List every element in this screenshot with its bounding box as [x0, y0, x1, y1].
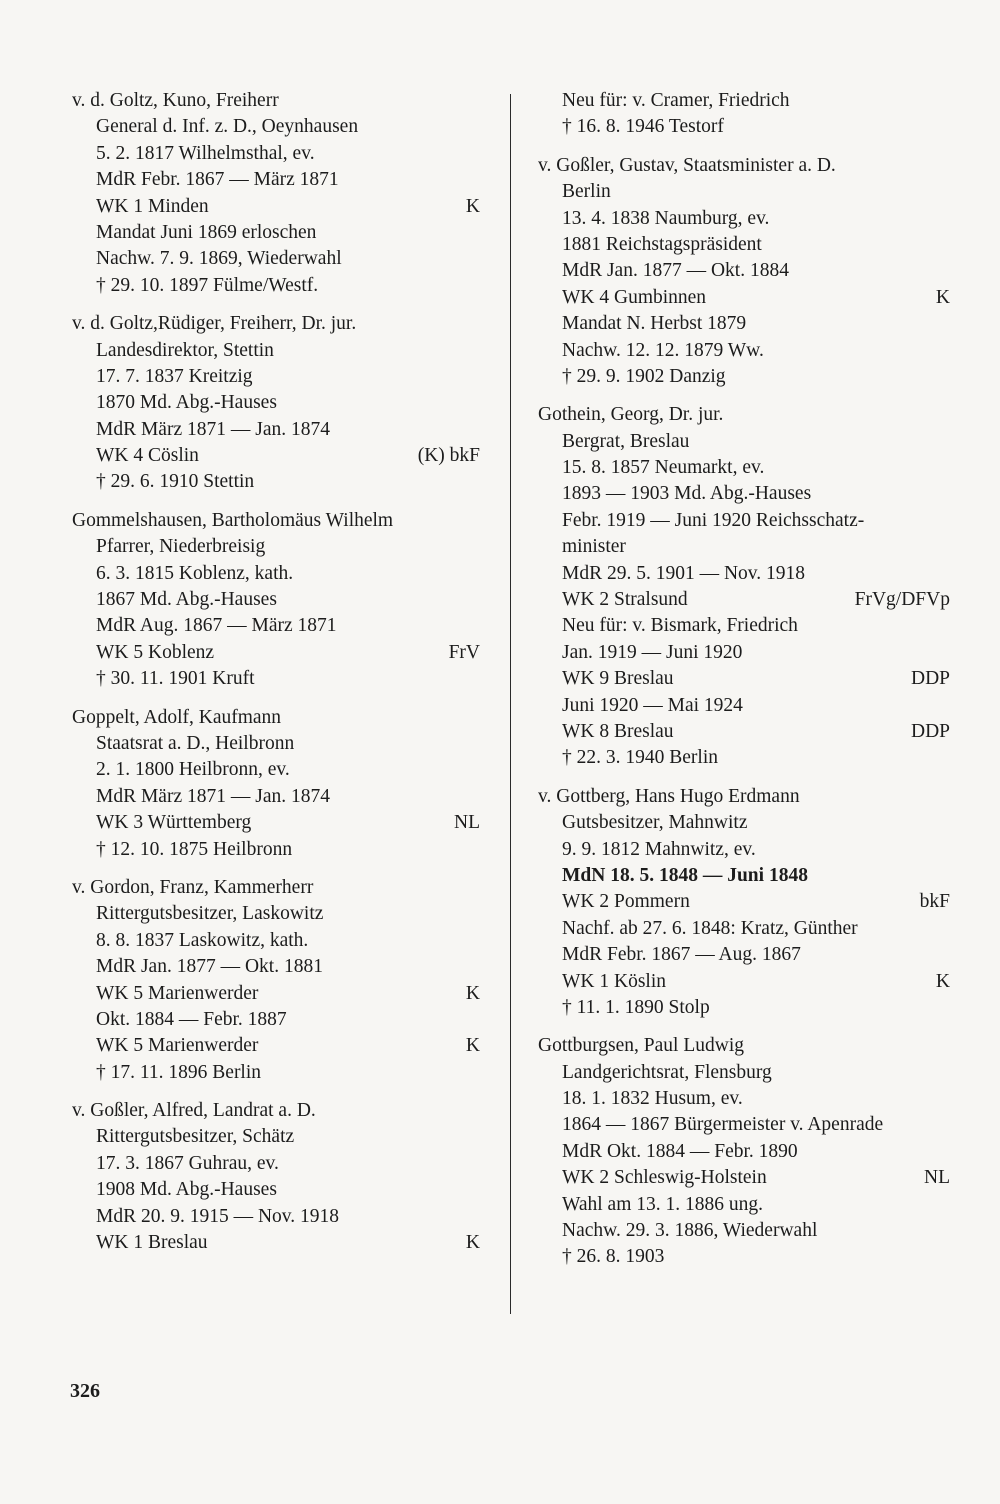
biography-entry — [538, 153, 950, 391]
entry-line — [538, 1060, 950, 1086]
biography-entry — [538, 88, 950, 141]
entry-text: WK 1 Köslin — [562, 970, 666, 992]
entry-text: MdR Jan. 1877 — Okt. 1881 — [96, 956, 323, 978]
entry-line — [538, 1192, 950, 1218]
biography-entry — [72, 875, 480, 1086]
entry-text: Nachw. 7. 9. 1869, Wiederwahl — [96, 248, 342, 270]
entry-text: Okt. 1884 — Febr. 1887 — [96, 1008, 287, 1030]
entry-line — [72, 640, 480, 666]
entry-text: † 29. 6. 1910 Stettin — [96, 471, 255, 493]
entry-line — [538, 338, 950, 364]
entry-text: WK 4 Cöslin — [96, 445, 199, 467]
entry-line — [538, 481, 950, 507]
entry-line — [538, 1112, 950, 1138]
entry-text: Staatsrat a. D., Heilbronn — [96, 732, 295, 754]
entry-line — [538, 745, 950, 771]
party-tag: NL — [924, 1167, 950, 1189]
entry-line — [538, 916, 950, 942]
entry-text: WK 3 Württemberg — [96, 812, 252, 834]
entry-text: MdR Febr. 1867 — März 1871 — [96, 169, 339, 191]
entry-line — [72, 220, 480, 246]
entry-line — [72, 954, 480, 980]
entry-text: Wahl am 13. 1. 1886 ung. — [562, 1193, 763, 1215]
entry-line — [72, 141, 480, 167]
entry-text: MdR März 1871 — Jan. 1874 — [96, 785, 330, 807]
entry-text: v. Goßler, Gustav, Staatsminister a. D. — [538, 154, 836, 176]
entry-text: † 17. 11. 1896 Berlin — [96, 1061, 262, 1083]
entry-line — [72, 469, 480, 495]
entry-text: 1864 — 1867 Bürgermeister v. Apenrade — [562, 1114, 884, 1136]
entry-text: 18. 1. 1832 Husum, ev. — [562, 1088, 743, 1110]
entry-line — [538, 587, 950, 613]
entry-text: Gutsbesitzer, Mahnwitz — [562, 812, 748, 834]
entry-line — [538, 561, 950, 587]
party-tag: NL — [454, 812, 480, 834]
entry-text: Jan. 1919 — Juni 1920 — [562, 641, 743, 663]
entry-text: WK 2 Stralsund — [562, 589, 688, 611]
entry-text: Febr. 1919 — Juni 1920 Reichsschatz- — [562, 509, 865, 531]
party-tag: DDP — [910, 668, 950, 690]
entry-line — [538, 534, 950, 560]
entry-name — [72, 1098, 480, 1124]
entry-text: MdR Aug. 1867 — März 1871 — [96, 615, 337, 637]
entry-line — [72, 194, 480, 220]
entry-text: WK 5 Marienwerder — [96, 982, 259, 1004]
biography-entry — [72, 508, 480, 693]
entry-text: Bergrat, Breslau — [562, 430, 690, 452]
entry-line — [72, 1124, 480, 1150]
entry-text: MdR März 1871 — Jan. 1874 — [96, 418, 330, 440]
party-tag: K — [465, 982, 480, 1004]
entry-text: 1908 Md. Abg.-Hauses — [96, 1179, 277, 1201]
entry-name — [538, 784, 950, 810]
entry-line — [538, 995, 950, 1021]
entry-text: † 11. 1. 1890 Stolp — [562, 996, 710, 1018]
entry-text: MdR 29. 5. 1901 — Nov. 1918 — [562, 562, 806, 584]
entry-line — [72, 561, 480, 587]
entry-text: WK 2 Pommern — [562, 891, 690, 913]
entry-name — [72, 875, 480, 901]
party-tag: K — [465, 195, 480, 217]
entry-name — [72, 508, 480, 534]
entry-line — [72, 666, 480, 692]
entry-text: Berlin — [562, 181, 611, 203]
entry-line — [72, 114, 480, 140]
entry-text: 17. 3. 1867 Guhrau, ev. — [96, 1152, 279, 1174]
entry-text: Goppelt, Adolf, Kaufmann — [72, 706, 282, 728]
entry-line — [72, 1033, 480, 1059]
party-tag: K — [465, 1035, 480, 1057]
entry-text: MdR Febr. 1867 — Aug. 1867 — [562, 944, 801, 966]
entry-line — [538, 969, 950, 995]
entry-text: Landgerichtsrat, Flensburg — [562, 1061, 772, 1083]
entry-text: † 16. 8. 1946 Testorf — [562, 116, 724, 138]
entry-line — [72, 443, 480, 469]
entry-line — [538, 1218, 950, 1244]
entry-text: 2. 1. 1800 Heilbronn, ev. — [96, 759, 290, 781]
party-tag: K — [935, 970, 950, 992]
entry-line — [538, 206, 950, 232]
entry-text: 5. 2. 1817 Wilhelmsthal, ev. — [96, 142, 315, 164]
entry-line — [72, 731, 480, 757]
entry-line — [538, 666, 950, 692]
entry-text: MdR Okt. 1884 — Febr. 1890 — [562, 1140, 798, 1162]
entry-text: † 29. 10. 1897 Fülme/Westf. — [96, 274, 319, 296]
entry-text: Neu für: v. Cramer, Friedrich — [562, 90, 790, 111]
entry-name — [72, 311, 480, 337]
entry-line — [72, 1177, 480, 1203]
biography-entry — [72, 88, 480, 299]
entry-text: v. Goßler, Alfred, Landrat a. D. — [72, 1100, 316, 1122]
entry-name — [72, 88, 480, 114]
entry-line — [72, 837, 480, 863]
entry-text: 9. 9. 1812 Mahnwitz, ev. — [562, 838, 756, 860]
entry-text: Rittergutsbesitzer, Laskowitz — [96, 903, 324, 925]
party-tag: K — [935, 286, 950, 308]
biography-entry — [72, 705, 480, 863]
entry-line — [538, 640, 950, 666]
entry-name — [538, 1033, 950, 1059]
entry-text: Landesdirektor, Stettin — [96, 339, 274, 361]
entry-text: WK 9 Breslau — [562, 668, 674, 690]
entry-name — [538, 153, 950, 179]
entry-line — [72, 273, 480, 299]
left-column — [72, 88, 480, 1268]
entry-text: Mandat Juni 1869 erloschen — [96, 221, 317, 243]
entry-text: Nachf. ab 27. 6. 1848: Kratz, Günther — [562, 917, 858, 939]
entry-text: † 12. 10. 1875 Heilbronn — [96, 838, 293, 860]
column-divider — [510, 94, 511, 1314]
entry-line — [72, 1230, 480, 1256]
entry-line — [538, 455, 950, 481]
entry-line — [72, 981, 480, 1007]
entry-name — [72, 705, 480, 731]
entry-text: Gothein, Georg, Dr. jur. — [538, 404, 724, 426]
entry-line — [538, 1139, 950, 1165]
entry-line — [72, 757, 480, 783]
party-tag: K — [465, 1232, 480, 1254]
entry-line — [72, 928, 480, 954]
entry-line — [72, 810, 480, 836]
entry-text: v. d. Goltz,Rüdiger, Freiherr, Dr. jur. — [72, 313, 357, 335]
entry-text: v. Gordon, Franz, Kammerherr — [72, 876, 314, 898]
entry-line — [538, 258, 950, 284]
entry-line — [538, 429, 950, 455]
entry-text: 17. 7. 1837 Kreitzig — [96, 365, 253, 387]
entry-text: minister — [562, 536, 626, 558]
entry-line — [538, 364, 950, 390]
entry-line — [72, 901, 480, 927]
entry-text: WK 8 Breslau — [562, 720, 674, 742]
entry-line — [72, 587, 480, 613]
entry-line — [72, 1204, 480, 1230]
biography-entry — [538, 402, 950, 771]
entry-text: † 30. 11. 1901 Kruft — [96, 668, 255, 690]
party-tag: FrV — [448, 641, 480, 663]
entry-line — [72, 417, 480, 443]
entry-line — [72, 1007, 480, 1033]
entry-text: 6. 3. 1815 Koblenz, kath. — [96, 562, 294, 584]
party-tag: (K) bkF — [417, 445, 480, 467]
entry-text: Gottburgsen, Paul Ludwig — [538, 1035, 745, 1057]
entry-line — [538, 693, 950, 719]
entry-text: MdN 18. 5. 1848 — Juni 1848 — [562, 864, 808, 886]
party-tag: FrVg/DFVp — [854, 589, 950, 611]
entry-text: WK 1 Breslau — [96, 1232, 208, 1254]
entry-line — [538, 863, 950, 889]
entry-line — [538, 1244, 950, 1270]
biography-entry — [538, 784, 950, 1022]
entry-line — [72, 246, 480, 272]
right-column — [538, 88, 950, 1283]
entry-text: † 29. 9. 1902 Danzig — [562, 365, 726, 387]
entry-line — [538, 719, 950, 745]
entry-line — [72, 613, 480, 639]
entry-line — [538, 114, 950, 140]
entry-text: † 22. 3. 1940 Berlin — [562, 747, 718, 769]
entry-line — [538, 179, 950, 205]
entry-line — [538, 88, 950, 114]
page-number: 326 — [70, 1380, 100, 1402]
biography-entry — [538, 1033, 950, 1271]
entry-text: Juni 1920 — Mai 1924 — [562, 694, 743, 716]
entry-text: WK 5 Marienwerder — [96, 1035, 259, 1057]
entry-text: 1881 Reichstagspräsident — [562, 233, 762, 255]
entry-line — [72, 364, 480, 390]
entry-text: 1867 Md. Abg.-Hauses — [96, 589, 277, 611]
biography-entry — [72, 311, 480, 496]
entry-name — [538, 402, 950, 428]
entry-line — [72, 167, 480, 193]
entry-text: v. d. Goltz, Kuno, Freiherr — [72, 90, 279, 111]
entry-text: Neu für: v. Bismark, Friedrich — [562, 615, 798, 637]
entry-text: WK 1 Minden — [96, 195, 209, 217]
entry-line — [72, 534, 480, 560]
entry-line — [538, 889, 950, 915]
entry-text: Nachw. 29. 3. 1886, Wiederwahl — [562, 1220, 818, 1242]
party-tag: bkF — [919, 891, 950, 913]
entry-text: 8. 8. 1837 Laskowitz, kath. — [96, 929, 309, 951]
entry-text: Mandat N. Herbst 1879 — [562, 313, 747, 335]
entry-line — [72, 338, 480, 364]
entry-text: WK 4 Gumbinnen — [562, 286, 707, 308]
entry-line — [72, 784, 480, 810]
entry-text: WK 5 Koblenz — [96, 641, 215, 663]
entry-line — [538, 311, 950, 337]
entry-text: General d. Inf. z. D., Oeynhausen — [96, 116, 359, 138]
entry-line — [538, 285, 950, 311]
entry-line — [538, 232, 950, 258]
entry-line — [538, 837, 950, 863]
entry-text: Gommelshausen, Bartholomäus Wilhelm — [72, 509, 394, 531]
entry-text: Rittergutsbesitzer, Schätz — [96, 1126, 295, 1148]
entry-text: 13. 4. 1838 Naumburg, ev. — [562, 207, 770, 229]
entry-line — [538, 1165, 950, 1191]
entry-line — [538, 1086, 950, 1112]
entry-text: Nachw. 12. 12. 1879 Ww. — [562, 339, 764, 361]
entry-line — [538, 942, 950, 968]
entry-line — [538, 810, 950, 836]
biography-entry — [72, 1098, 480, 1256]
entry-text: 1893 — 1903 Md. Abg.-Hauses — [562, 483, 812, 505]
entry-line — [538, 508, 950, 534]
entry-text: MdR Jan. 1877 — Okt. 1884 — [562, 260, 789, 282]
entry-text: MdR 20. 9. 1915 — Nov. 1918 — [96, 1205, 340, 1227]
entry-text: 15. 8. 1857 Neumarkt, ev. — [562, 457, 765, 479]
party-tag: DDP — [910, 720, 950, 742]
entry-text: v. Gottberg, Hans Hugo Erdmann — [538, 785, 800, 807]
entry-line — [72, 390, 480, 416]
entry-text: Pfarrer, Niederbreisig — [96, 536, 266, 558]
entry-text: 1870 Md. Abg.-Hauses — [96, 392, 277, 414]
entry-text: WK 2 Schleswig-Holstein — [562, 1167, 767, 1189]
entry-line — [72, 1060, 480, 1086]
entry-line — [538, 613, 950, 639]
entry-text: † 26. 8. 1903 — [562, 1246, 665, 1268]
entry-line — [72, 1151, 480, 1177]
